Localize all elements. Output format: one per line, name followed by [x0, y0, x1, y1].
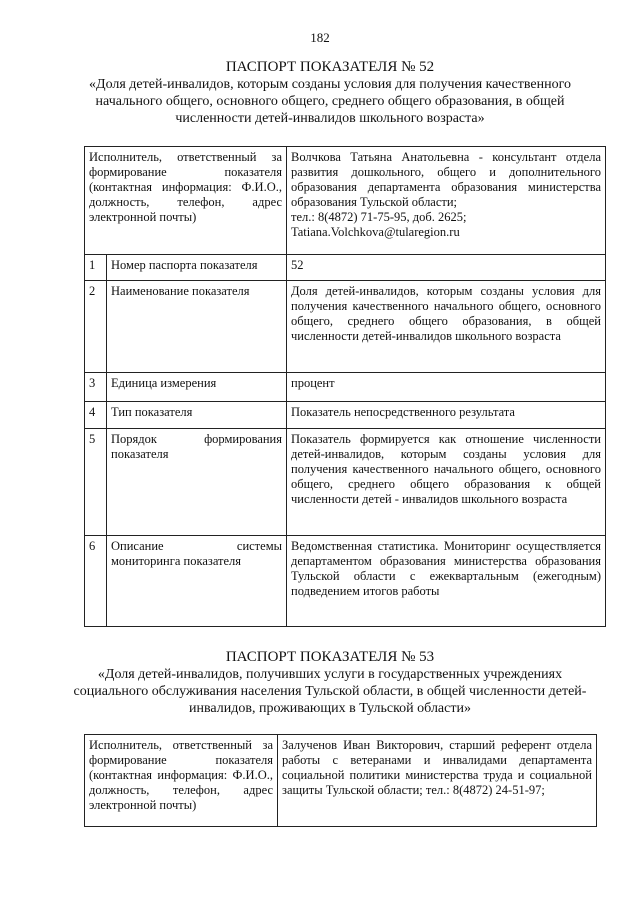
table-row — [85, 373, 606, 402]
executor-name: Волчкова Татьяна Анатольевна - консультант отдела развития дошкольного, общего и дополнительного образования департамента образования министерства образования Тульской области; — [291, 150, 601, 209]
row-value: 52 — [287, 255, 606, 281]
row-label: Тип показателя — [107, 402, 287, 429]
row-value: Ведомственная статистика. Мониторинг осуществляется департаментом образования министерства образования Тульской области с ежеквартальным (ежегодным) подведением итогов работы — [287, 536, 606, 627]
executor-label: Исполнитель, ответственный за формирование показателя (контактная информация: Ф.И.О., должность, телефон, адрес электронной почты) — [85, 147, 287, 255]
row-value: Показатель формируется как отношение численности детей-инвалидов, которым созданы условия для получения качественного начального общего, основного общего, среднего общего образования к общей численности детей - инвалидов школьного возраста — [287, 429, 606, 536]
row-value: процент — [287, 373, 606, 402]
row-label: Единица измерения — [107, 373, 287, 402]
passport-53-title: ПАСПОРТ ПОКАЗАТЕЛЯ № 53 — [225, 649, 435, 665]
table-row — [85, 429, 606, 536]
executor-value — [287, 147, 606, 255]
row-number: 4 — [85, 402, 107, 429]
row-label: Порядок формирования показателя — [107, 429, 287, 536]
row-number: 3 — [85, 373, 107, 402]
row-number: 5 — [85, 429, 107, 536]
page-number: 182 — [310, 30, 330, 45]
table-row — [85, 536, 606, 627]
executor-email: Tatiana.Volchkova@tularegion.ru — [291, 225, 460, 239]
executor-value: Залученов Иван Викторович, старший референт отдела работы с ветеранами и инвалидами департамента социальной политики министерства труда и социальной защиты Тульской области; тел.: 8(4872) 24-51-97; — [278, 735, 597, 827]
row-label: Наименование показателя — [107, 281, 287, 373]
passport-52-heading — [60, 58, 600, 127]
row-number: 6 — [85, 536, 107, 627]
passport-52-table — [84, 146, 606, 627]
executor-phone: тел.: 8(4872) 71-75-95, доб. 2625; — [291, 210, 467, 224]
table-row — [85, 281, 606, 373]
row-value: Доля детей-инвалидов, которым созданы условия для получения качественного начального общего, основного общего, среднего общего образования, в общей численности детей-инвалидов школьного возраста — [287, 281, 606, 373]
executor-label: Исполнитель, ответственный за формирование показателя (контактная информация: Ф.И.О., должность, телефон, адрес электронной почты) — [85, 735, 278, 827]
row-label: Номер паспорта показателя — [107, 255, 287, 281]
row-number: 2 — [85, 281, 107, 373]
passport-53-heading — [60, 648, 600, 717]
row-number: 1 — [85, 255, 107, 281]
row-value: Показатель непосредственного результата — [287, 402, 606, 429]
row-label: Описание системы мониторинга показателя — [107, 536, 287, 627]
passport-52-title: ПАСПОРТ ПОКАЗАТЕЛЯ № 52 — [225, 59, 435, 75]
executor-row — [85, 735, 597, 827]
passport-52-subtitle: «Доля детей-инвалидов, которым созданы условия для получения качественного начального общего, основного общего, среднего общего образования, в общей численности детей-инвалидов школьного возраста» — [89, 77, 571, 126]
passport-53-table — [84, 734, 597, 827]
executor-row — [85, 147, 606, 255]
table-row — [85, 255, 606, 281]
table-row — [85, 402, 606, 429]
passport-53-subtitle: «Доля детей-инвалидов, получивших услуги в государственных учреждениях социального обслуживания населения Тульской области, в общей численности детей-инвалидов, проживающих в Тульской области» — [73, 667, 587, 716]
